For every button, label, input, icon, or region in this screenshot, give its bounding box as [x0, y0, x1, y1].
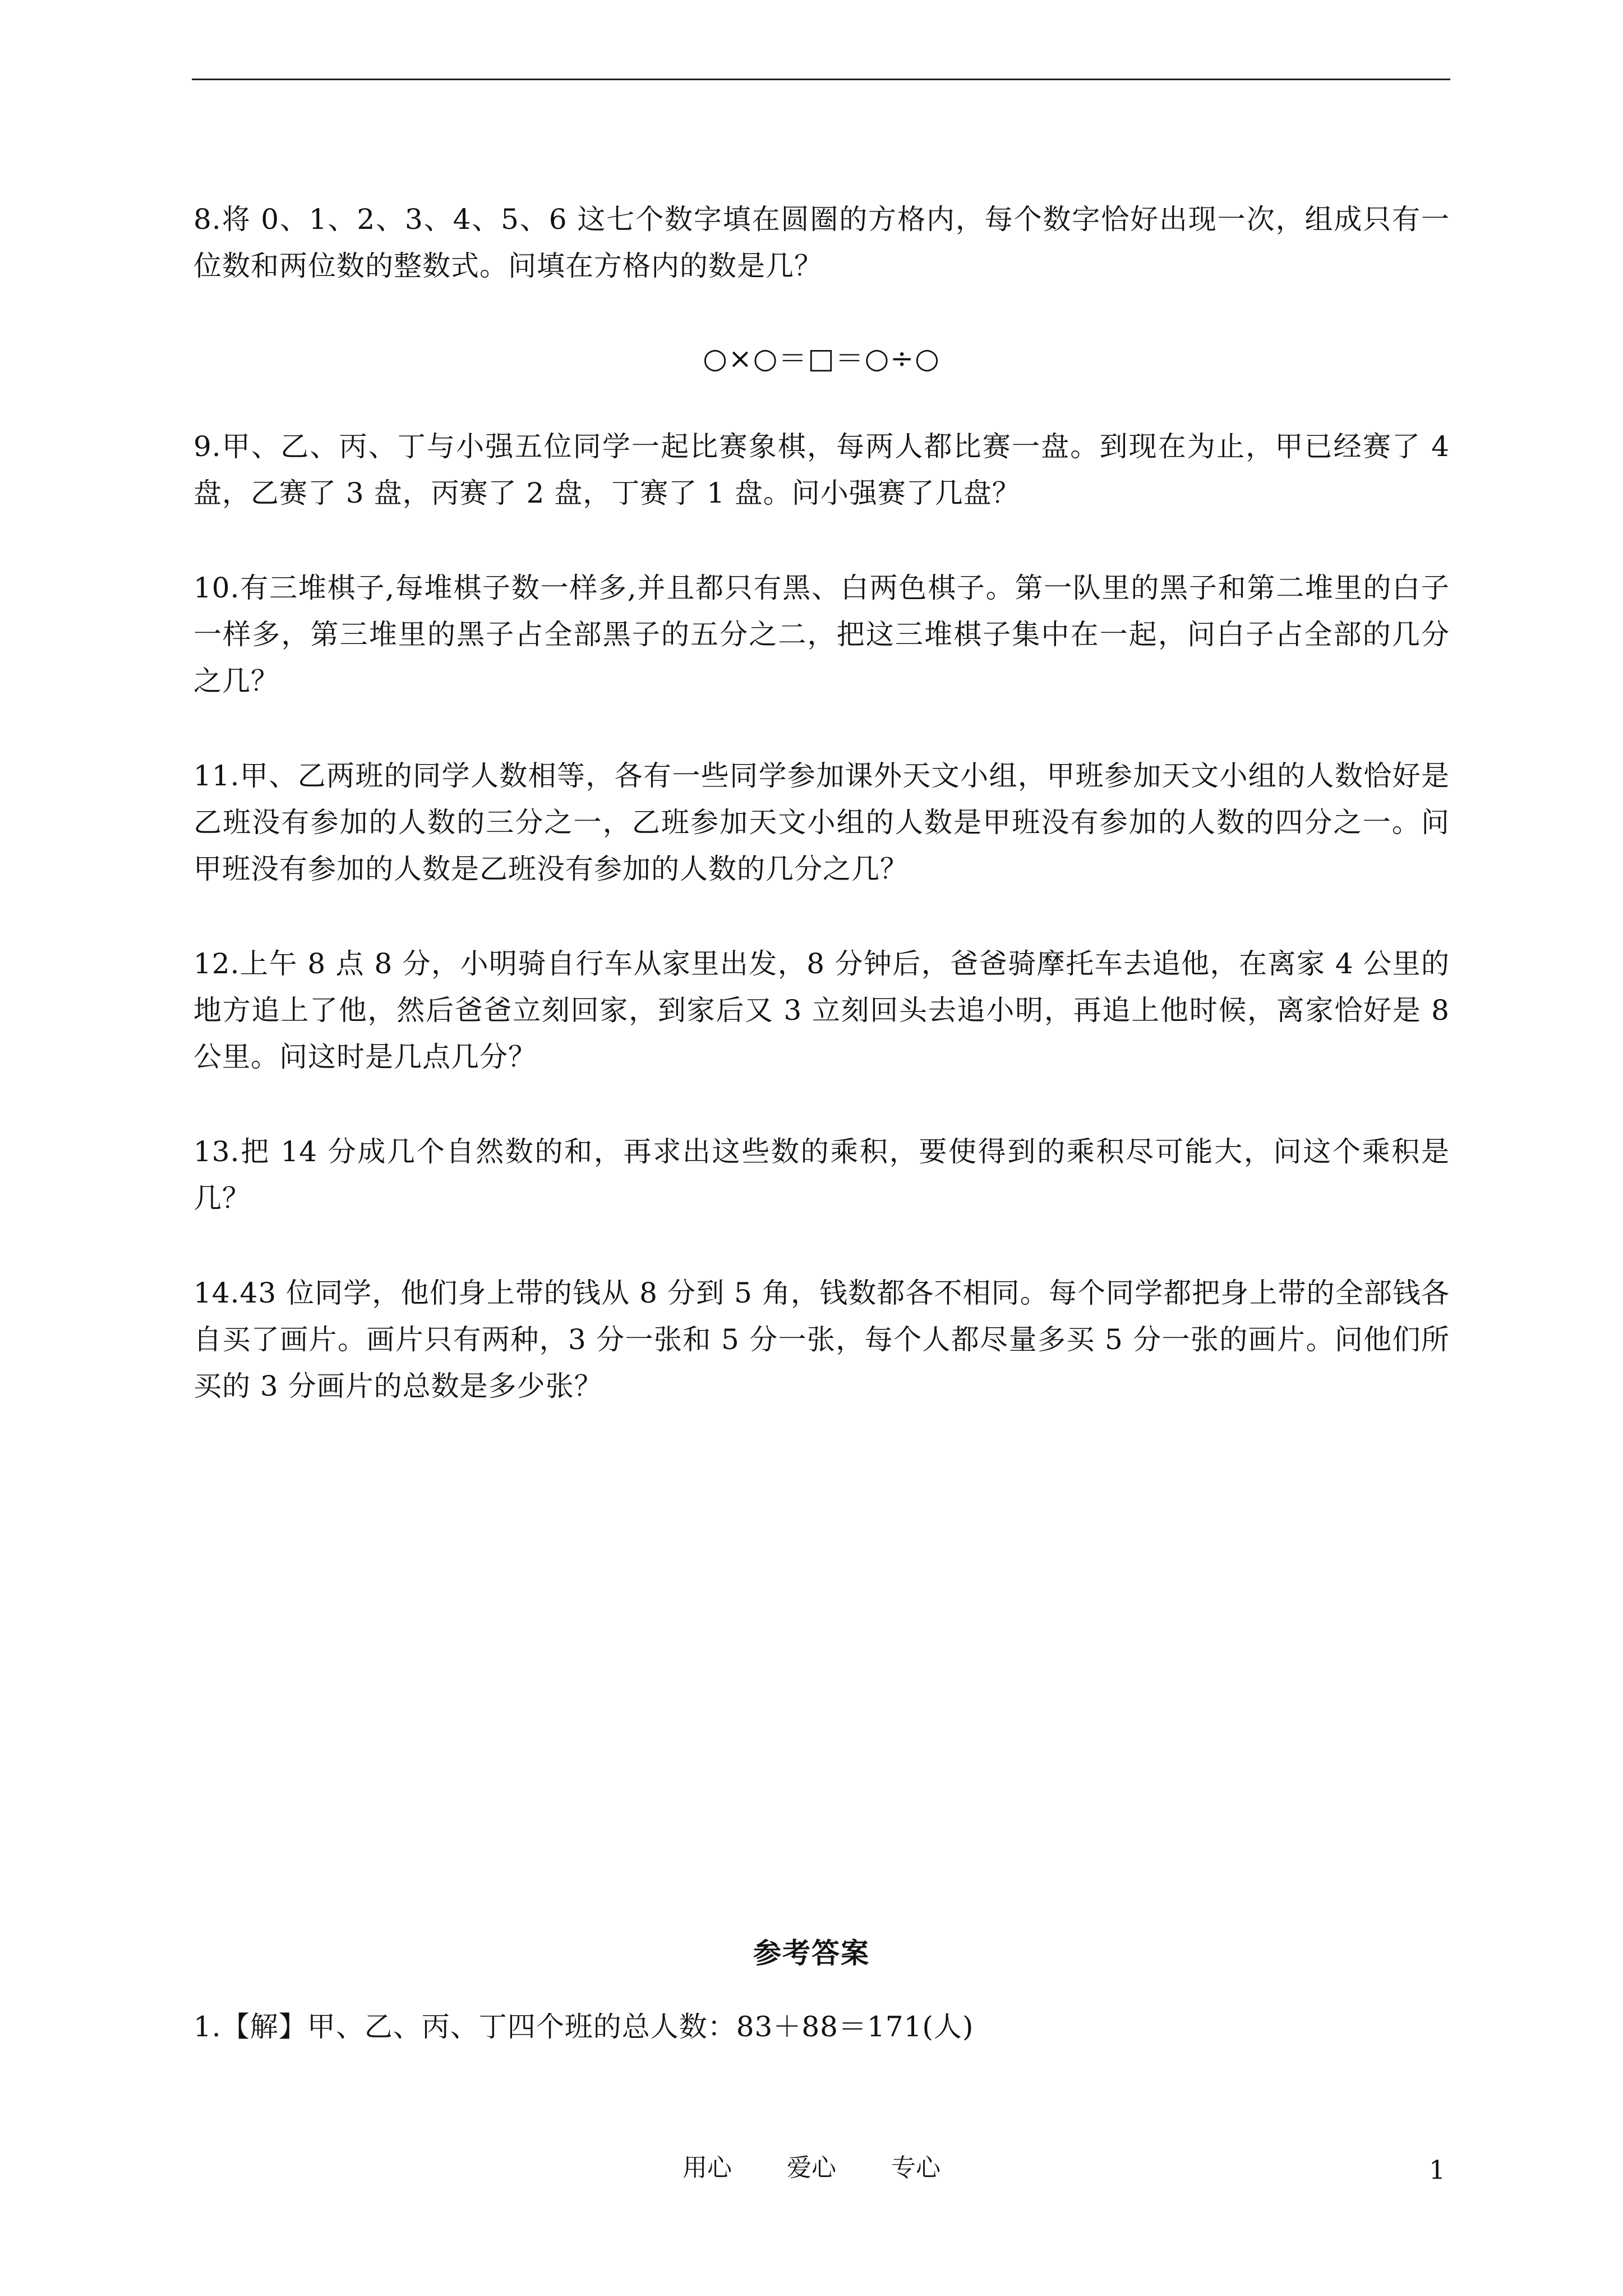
- footer-slogan: [0, 2151, 1623, 2185]
- question-11: 11.甲、乙两班的同学人数相等，各有一些同学参加课外天文小组，甲班参加天文小组的人数恰好是乙班没有参加的人数的三分之一，乙班参加天文小组的人数是甲班没有参加的人数的四分之一。问甲班没有参加的人数是乙班没有参加的人数的几分之几？: [193, 760, 1450, 885]
- footer-slogan-1: 用心: [683, 2154, 732, 2182]
- question-13: 13.把 14 分成几个自然数的和，再求出这些数的乘积，要使得到的乘积尽可能大，问这个乘积是几？: [193, 1135, 1450, 1214]
- question-12: 12.上午 8 点 8 分，小明骑自行车从家里出发，8 分钟后，爸爸骑摩托车去追他，在离家 4 公里的地方追上了他，然后爸爸立刻回家，到家后又 3 立刻回头去追小明，再追上他时候，离家恰好是 8 公里。问这时是几点几分？: [193, 947, 1450, 1073]
- footer-slogan-2: 爱心: [787, 2154, 836, 2182]
- question-8: 8.将 0、1、2、3、4、5、6 这七个数字填在圆圈的方格内，每个数字恰好出现一次，组成只有一位数和两位数的整数式。问填在方格内的数是几？: [193, 203, 1450, 282]
- question-9: 9.甲、乙、丙、丁与小强五位同学一起比赛象棋，每两人都比赛一盘。到现在为止，甲已经赛了 4 盘，乙赛了 3 盘，丙赛了 2 盘，丁赛了 1 盘。问小强赛了几盘？: [193, 430, 1450, 509]
- footer-slogan-3: 专心: [891, 2154, 940, 2182]
- header-rule: [192, 79, 1450, 80]
- question-14: 14.43 位同学，他们身上带的钱从 8 分到 5 角，钱数都各不相同。每个同学都把身上带的全部钱各自买了画片。画片只有两种，3 分一张和 5 分一张，每个人都尽量多买 5 分一张的画片。问他们所买的 3 分画片的总数是多少张？: [193, 1277, 1450, 1402]
- number-formula: ○×○＝□＝○÷○: [703, 342, 940, 375]
- answer-1: 1.【解】甲、乙、丙、丁四个班的总人数：83＋88＝171(人): [193, 2010, 974, 2043]
- question-10: 10.有三堆棋子,每堆棋子数一样多,并且都只有黑、白两色棋子。第一队里的黑子和第二堆里的白子一样多，第三堆里的黑子占全部黑子的五分之二，把这三堆棋子集中在一起，问白子占全部的几分之几？: [193, 572, 1450, 697]
- answer-section-title: 参考答案: [753, 1936, 870, 1970]
- page-number: 1: [1429, 2155, 1446, 2185]
- question-list: [193, 196, 1450, 1458]
